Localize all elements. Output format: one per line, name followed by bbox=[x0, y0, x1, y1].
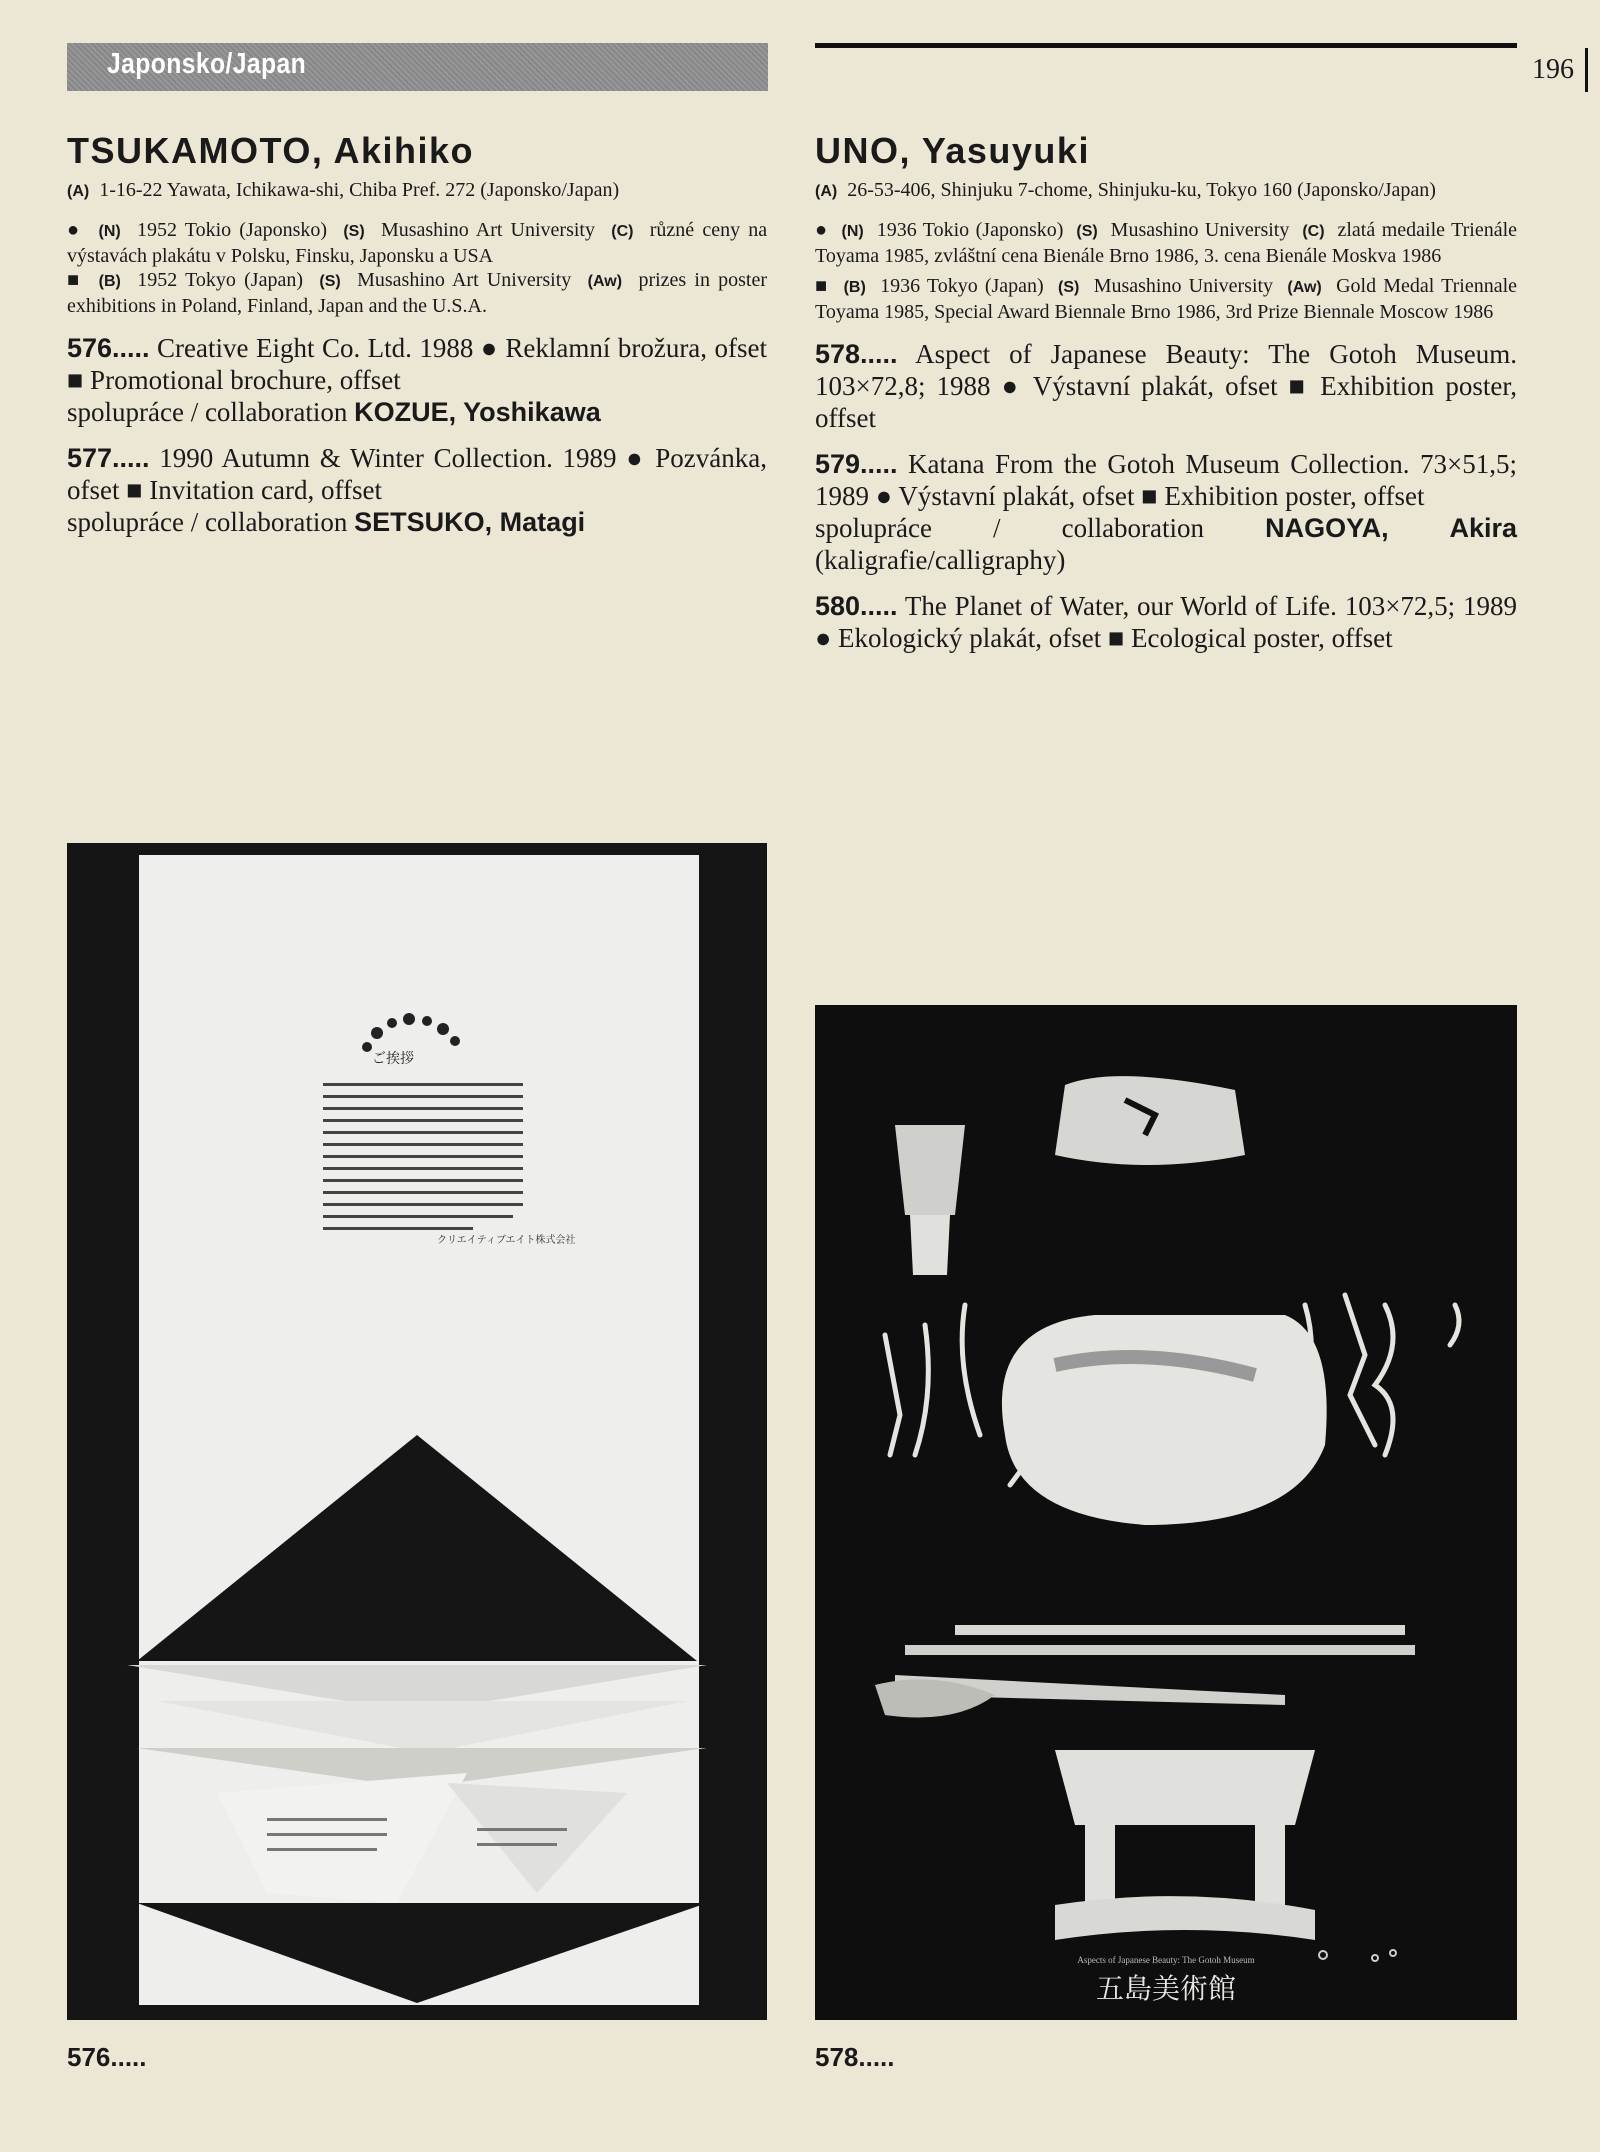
brochure-greeting: ご挨拶 bbox=[372, 1051, 414, 1067]
artist-address: (A) 26-53-406, Shinjuku 7-chome, Shinjuku-ku, Tokyo 160 (Japonsko/Japan) bbox=[815, 179, 1436, 201]
catalog-entry-580: 580..... The Planet of Water, our World of Life. 103×72,5; 1989 ● Ekologický plakát, ofset ■ Ecological poster, offset bbox=[815, 591, 1517, 653]
bio-czech: ● (N) 1952 Tokio (Japonsko) (S) Musashino Art University (C) různé ceny na výstavách plakátu v Polsku, Finsku, Japonsku a USA bbox=[67, 219, 768, 267]
collaboration-line: spolupráce / collaboration SETSUKO, Matagi bbox=[67, 507, 586, 537]
catalog-entry-576: 576..... Creative Eight Co. Ltd. 1988 ● Reklamní brožura, ofset ■ Promotional brochure, offset spolupráce / collaboration KOZUE, Yoshikawa bbox=[67, 333, 767, 427]
catalog-entry-578: 578..... Aspect of Japanese Beauty: The Gotoh Museum. 103×72,8; 1988 ● Výstavní plakát, ofset ■ Exhibition poster, offset bbox=[815, 339, 1518, 433]
collaboration-line: spolupráce / collaboration NAGOYA, Akira (kaligrafie/calligraphy) bbox=[815, 513, 1518, 575]
artist-address: (A) 1-16-22 Yawata, Ichikawa-shi, Chiba Pref. 272 (Japonsko/Japan) bbox=[67, 179, 620, 201]
photo-576-brochure bbox=[67, 843, 767, 2020]
catalog-entry-579: 579..... Katana From the Gotoh Museum Collection. 73×51,5; 1989 ● Výstavní plakát, ofset ■ Exhibition poster, offset spolupráce / collaboration NAGOYA, Akira (kaligrafie/calligraphy) bbox=[815, 449, 1518, 575]
poster-subtitle: Aspects of Japanese Beauty: The Gotoh Museum bbox=[1077, 1955, 1255, 1965]
section-title: Japonsko/Japan bbox=[107, 48, 307, 80]
bio-english: ■ (B) 1952 Tokyo (Japan) (S) Musashino Art University (Aw) prizes in poster exhibitions in Poland, Finland, Japan and the U.S.A. bbox=[67, 269, 768, 317]
collaboration-line: spolupráce / collaboration KOZUE, Yoshikawa bbox=[67, 397, 601, 427]
photo-caption-576: 576..... bbox=[67, 2042, 147, 2072]
brochure-illustration bbox=[67, 843, 767, 2020]
photo-caption-578: 578..... bbox=[815, 2042, 895, 2072]
photo-578-poster bbox=[815, 1005, 1517, 2020]
section-banner bbox=[67, 43, 768, 91]
bio-english: ■ (B) 1936 Tokyo (Japan) (S) Musashino University (Aw) Gold Medal Triennale Toyama 1985, Special Award Biennale Brno 1986, 3rd Prize Biennale Moscow 1986 bbox=[815, 275, 1518, 323]
catalog-entry-577: 577..... 1990 Autumn & Winter Collection. 1989 ● Pozvánka, ofset ■ Invitation card, offset spolupráce / collaboration SETSUKO, Matagi bbox=[67, 443, 768, 537]
artist-name: TSUKAMOTO, Akihiko bbox=[67, 130, 475, 171]
bio-czech: ● (N) 1936 Tokio (Japonsko) (S) Musashino University (C) zlatá medaile Trienále Toyama 1985, zvláštní cena Bienále Brno 1986, 3. cena Bienále Moskva 1986 bbox=[815, 219, 1518, 267]
artist-name: UNO, Yasuyuki bbox=[815, 130, 1090, 171]
page-number-bar bbox=[1585, 48, 1588, 92]
poster-title: 五島美術館 bbox=[1095, 1972, 1236, 2005]
brochure-company: クリエイティブエイト株式会社 bbox=[437, 1235, 576, 1246]
header-rule bbox=[815, 43, 1517, 48]
artist-entry-uno bbox=[815, 130, 1517, 668]
artist-entry-tsukamoto bbox=[67, 130, 767, 552]
poster-illustration bbox=[815, 1005, 1517, 2020]
